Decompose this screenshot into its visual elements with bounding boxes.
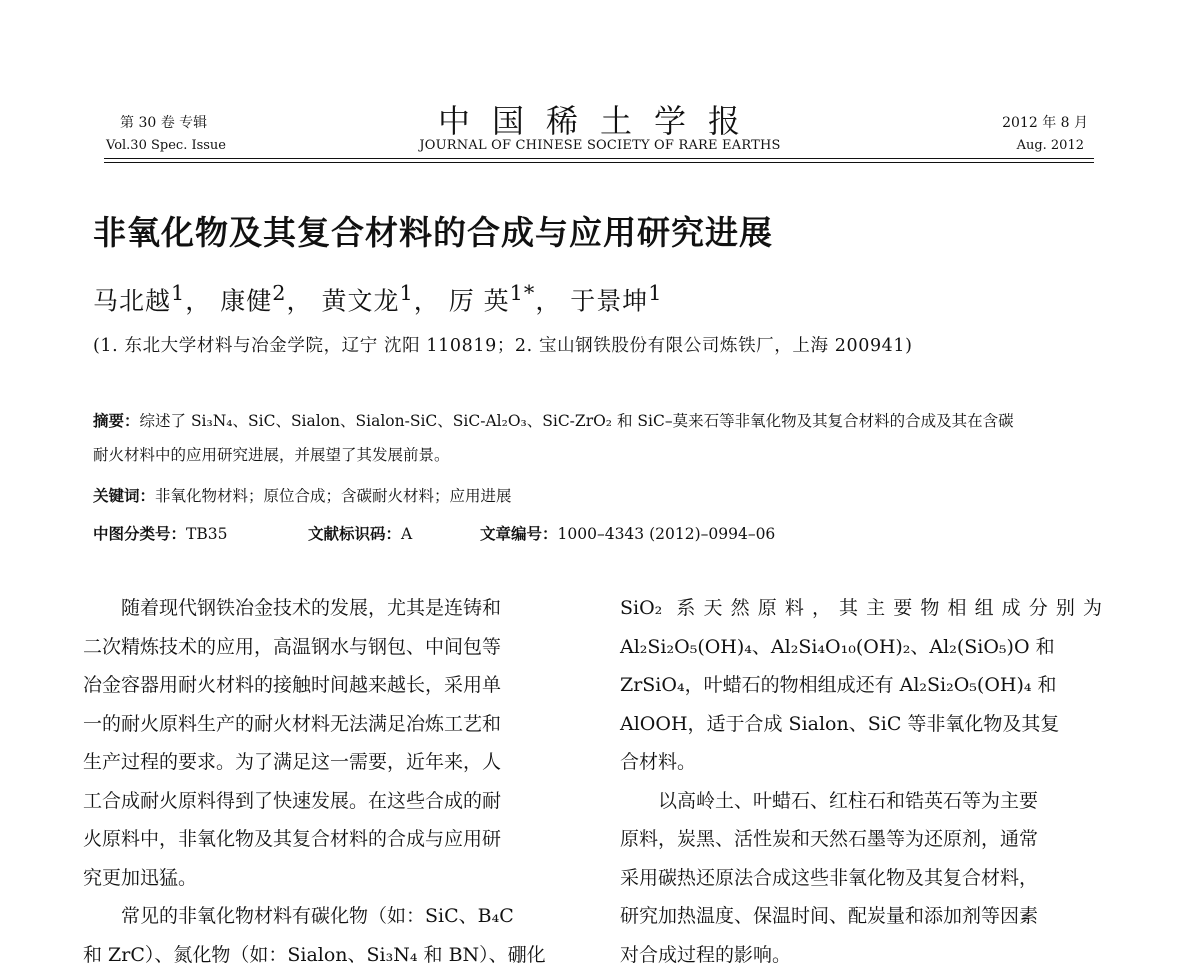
journal-title-en: JOURNAL OF CHINESE SOCIETY OF RARE EARTHS <box>360 138 840 153</box>
header-rule-thick <box>104 158 1094 159</box>
body-line: 采用碳热还原法合成这些非氧化物及其复合材料， <box>620 859 1102 898</box>
journal-title-cn: 中国稀土学报 <box>400 96 800 142</box>
author-affil-mark: 1 <box>171 281 185 305</box>
affiliation: (1. 东北大学材料与冶金学院，辽宁 沈阳 110819；2. 宝山钢铁股份有限公司炼铁厂，上海 200941) <box>93 332 913 357</box>
body-line: ZrSiO₄，叶蜡石的物相组成还有 Al₂Si₂O₅(OH)₄ 和 <box>620 666 1102 705</box>
date-en: Aug. 2012 <box>1017 138 1084 153</box>
body-line: 以高岭土、叶蜡石、红柱石和锆英石等为主要 <box>620 782 1102 821</box>
article-title: 非氧化物及其复合材料的合成与应用研究进展 <box>93 207 773 254</box>
body-line: 合材料。 <box>620 743 1102 782</box>
author-name: 黄文龙 <box>321 286 399 315</box>
author-affil-mark: 1 <box>399 281 413 305</box>
art-value: 1000–4343 (2012)–0994–06 <box>558 525 776 543</box>
clc-number <box>93 522 308 544</box>
author-affil-mark: 1 <box>648 281 662 305</box>
abstract <box>93 404 1103 472</box>
author-list: 马北越$^1$， 康健$^2$， 黄文龙$^1$， 厉 英$^{1*}$， 于景坤$^1$ <box>93 281 663 317</box>
body-line: 随着现代钢铁冶金技术的发展，尤其是连铸和 <box>83 589 567 628</box>
date-cn: 2012 年 8 月 <box>1002 112 1088 132</box>
clc-label: 中图分类号： <box>93 524 186 543</box>
document-code <box>308 522 480 544</box>
volume-en: Vol.30 Spec. Issue <box>106 138 226 153</box>
author-affil-mark: 2 <box>272 281 286 305</box>
volume-cn: 第 30 卷 专辑 <box>120 112 207 132</box>
body-line: AlOOH，适于合成 Sialon、SiC 等非氧化物及其复 <box>620 705 1102 744</box>
abstract-text: 综述了 Si₃N₄、SiC、Sialon、Sialon-SiC、SiC-Al₂O₃、SiC-ZrO₂ 和 SiC–莫来石等非氧化物及其复合材料的合成及其在含碳 <box>140 412 1014 430</box>
author-name: 康健 <box>220 286 272 315</box>
body-column-right <box>620 589 1102 974</box>
body-line: 和 ZrC）、氮化物（如：Sialon、Si₃N₄ 和 BN）、硼化 <box>83 936 567 974</box>
body-line: 常见的非氧化物材料有碳化物（如：SiC、B₄C <box>83 897 567 936</box>
doc-label: 文献标识码： <box>308 524 401 543</box>
article-number <box>480 522 775 544</box>
body-line: 火原料中，非氧化物及其复合材料的合成与应用研 <box>83 820 567 859</box>
body-line: 原料，炭黑、活性炭和天然石墨等为还原剂，通常 <box>620 820 1102 859</box>
author-name: 于景坤 <box>570 286 648 315</box>
author-name: 厉 英 <box>449 286 510 315</box>
author-name: 马北越 <box>93 286 171 315</box>
clc-value: TB35 <box>186 525 227 543</box>
classification-row <box>93 522 775 544</box>
abstract-line: 耐火材料中的应用研究进展，并展望了其发展前景。 <box>93 438 1103 472</box>
keywords-label: 关键词： <box>93 486 155 505</box>
header-rule-thin <box>104 162 1094 163</box>
body-line: SiO₂ 系天然原料，其主要物相组成分别为 <box>620 589 1102 628</box>
body-line: 究更加迅猛。 <box>83 859 567 898</box>
body-line: 一的耐火原料生产的耐火材料无法满足冶炼工艺和 <box>83 705 567 744</box>
abstract-label: 摘要： <box>93 411 140 430</box>
body-line: 生产过程的要求。为了满足这一需要，近年来，人 <box>83 743 567 782</box>
keywords <box>93 484 512 506</box>
body-line: 对合成过程的影响。 <box>620 936 1102 974</box>
body-line: 工合成耐火原料得到了快速发展。在这些合成的耐 <box>83 782 567 821</box>
doc-value: A <box>401 525 412 543</box>
body-line: 研究加热温度、保温时间、配炭量和添加剂等因素 <box>620 897 1102 936</box>
body-line: 二次精炼技术的应用，高温钢水与钢包、中间包等 <box>83 628 567 667</box>
keywords-text: 非氧化物材料；原位合成；含碳耐火材料；应用进展 <box>155 487 512 505</box>
art-label: 文章编号： <box>480 524 558 543</box>
abstract-line <box>93 404 1103 438</box>
author-affil-mark: 1* <box>510 281 536 305</box>
body-column-left <box>83 589 567 974</box>
body-line: Al₂Si₂O₅(OH)₄、Al₂Si₄O₁₀(OH)₂、Al₂(SiO₅)O 和 <box>620 628 1102 667</box>
body-line: 冶金容器用耐火材料的接触时间越来越长，采用单 <box>83 666 567 705</box>
